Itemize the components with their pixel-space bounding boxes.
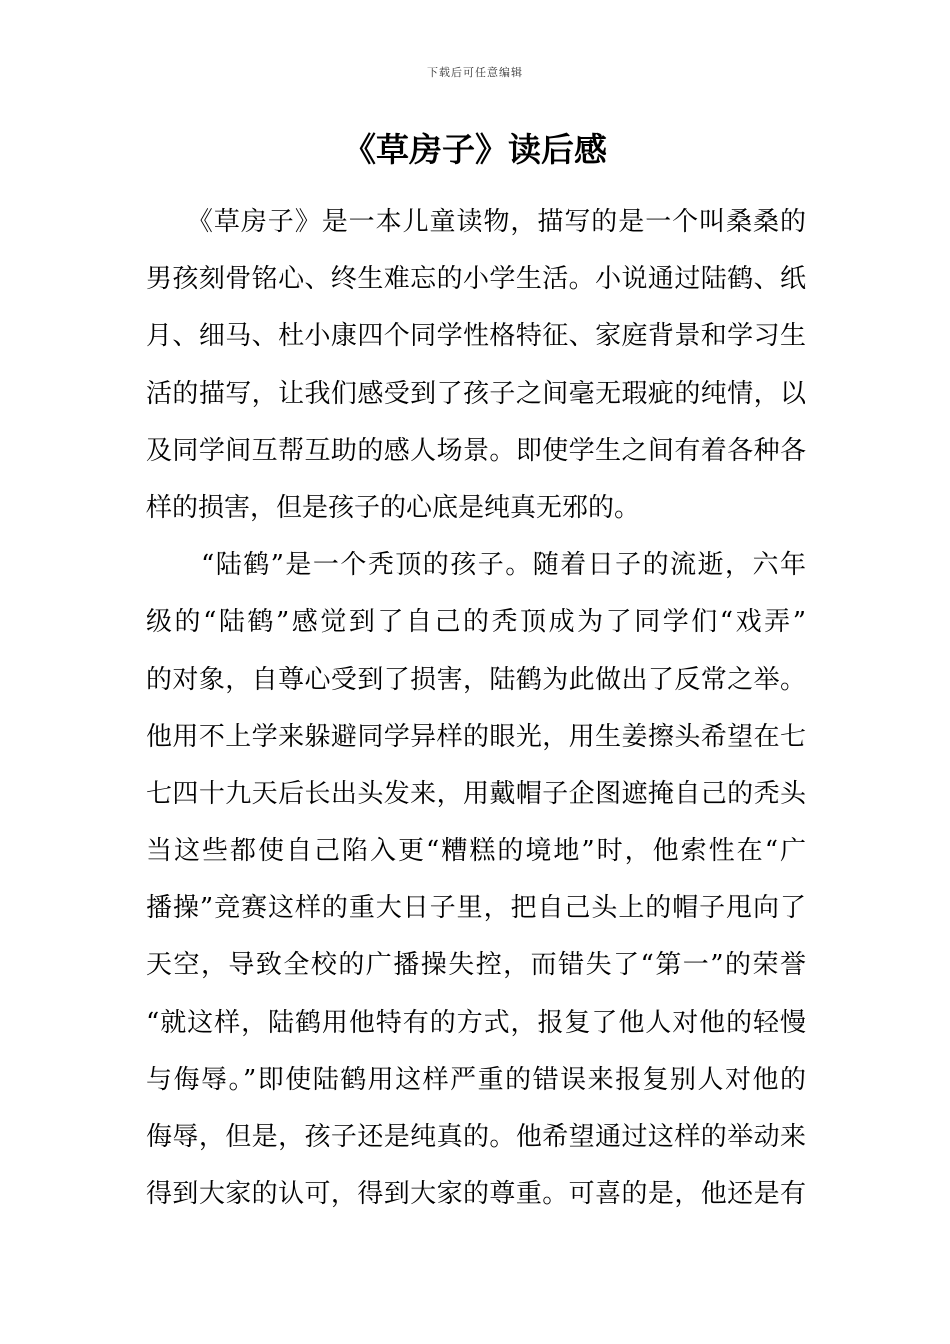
text-line: 活的描写，让我们感受到了孩子之间毫无瑕疵的纯情，以 xyxy=(146,378,806,409)
document-body xyxy=(146,194,806,1223)
text-line: “就这样，陆鹤用他特有的方式，报复了他人对他的轻慢 xyxy=(146,1007,806,1038)
text-line: 级的“陆鹤”感觉到了自己的秃顶成为了同学们“戏弄” xyxy=(146,607,806,638)
text-line: 《草房子》是一本儿童读物，描写的是一个叫桑桑的 xyxy=(146,207,806,237)
text-line: 与侮辱。”即使陆鹤用这样严重的错误来报复别人对他的 xyxy=(146,1064,806,1095)
text-line: 他用不上学来躲避同学异样的眼光，用生姜擦头希望在七 xyxy=(146,721,806,752)
text-line: 男孩刻骨铭心、终生难忘的小学生活。小说通过陆鹤、纸 xyxy=(146,264,806,295)
paragraph-2 xyxy=(146,537,806,1223)
text-line: 七四十九天后长出头发来，用戴帽子企图遮掩自己的秃头 xyxy=(146,778,806,809)
text-line: 当这些都使自己陷入更“糟糕的境地”时，他索性在“广 xyxy=(146,836,806,867)
text-line: “陆鹤”是一个秃顶的孩子。随着日子的流逝，六年 xyxy=(146,550,806,581)
text-line: 得到大家的认可，得到大家的尊重。可喜的是，他还是有 xyxy=(146,1179,806,1210)
text-line: 播操”竞赛这样的重大日子里，把自己头上的帽子甩向了 xyxy=(146,893,806,924)
text-line: 月、细马、杜小康四个同学性格特征、家庭背景和学习生 xyxy=(146,321,806,352)
paragraph-1 xyxy=(146,194,806,537)
text-line: 及同学间互帮互助的感人场景。即使学生之间有着各种各 xyxy=(146,435,806,466)
header-note: 下载后可任意编辑 xyxy=(427,66,523,79)
text-line: 的对象，自尊心受到了损害，陆鹤为此做出了反常之举。 xyxy=(146,664,806,695)
text-line: 侮辱，但是，孩子还是纯真的。他希望通过这样的举动来 xyxy=(146,1122,806,1152)
text-line: 天空，导致全校的广播操失控，而错失了“第一”的荣誉 xyxy=(146,950,806,981)
document-title: 《草房子》读后感 xyxy=(343,130,607,169)
text-line: 样的损害，但是孩子的心底是纯真无邪的。 xyxy=(146,492,641,523)
